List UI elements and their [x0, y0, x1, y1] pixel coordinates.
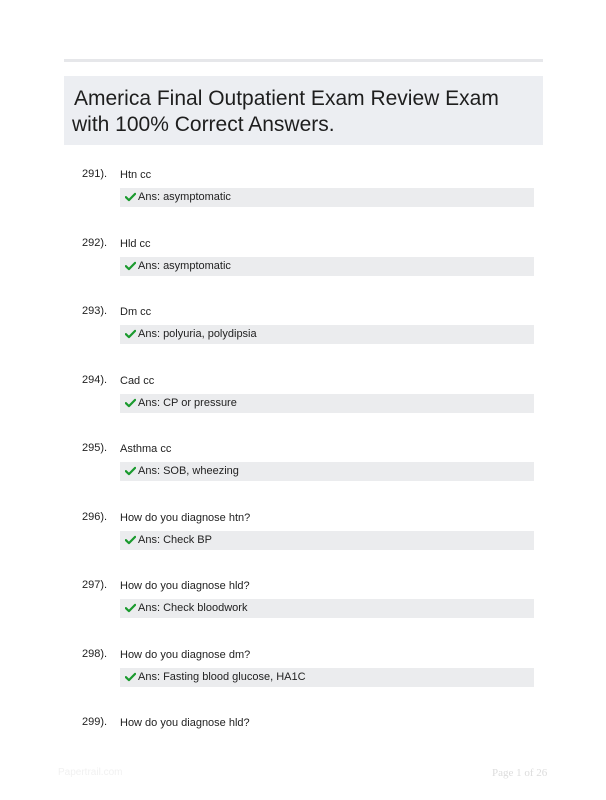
question-number: 299). [82, 716, 108, 728]
check-icon [125, 466, 136, 476]
question-number: 291). [82, 168, 108, 180]
question-text: How do you diagnose htn? [120, 511, 251, 524]
question-text: Asthma cc [120, 443, 172, 455]
document-title-block [64, 76, 543, 145]
question-text: Dm cc [120, 306, 152, 318]
check-icon [125, 329, 136, 339]
answer-box [120, 599, 534, 618]
answer-box [120, 394, 534, 413]
question-item [0, 374, 606, 443]
answer-box [120, 188, 534, 207]
question-item [0, 442, 606, 511]
answer-text: Ans: CP or pressure [138, 396, 237, 409]
question-number: 292). [82, 236, 108, 249]
question-item [0, 168, 606, 237]
document-title [72, 86, 535, 138]
answer-text: Ans: SOB, wheezing [138, 465, 239, 477]
answer-text: Ans: Fasting blood glucose, HA1C [138, 670, 306, 683]
answer-box [120, 531, 534, 550]
title-line-2: with 100% Correct Answers. [72, 113, 335, 136]
question-number: 297). [82, 579, 108, 591]
answer-text: Ans: Check bloodwork [138, 602, 248, 614]
question-number: 293). [82, 305, 108, 317]
question-item [0, 511, 606, 580]
question-text: Cad cc [120, 374, 155, 387]
question-number: 294). [82, 373, 108, 386]
question-text: How do you diagnose dm? [120, 648, 251, 661]
answer-box [120, 462, 534, 481]
check-icon [125, 603, 136, 613]
question-text: Hld cc [120, 237, 151, 250]
answer-box [120, 325, 534, 344]
check-icon [125, 261, 136, 271]
check-icon [125, 535, 136, 545]
answer-text: Ans: asymptomatic [138, 259, 231, 272]
check-icon [125, 398, 136, 408]
question-item [0, 305, 606, 374]
title-line-1: America Final Outpatient Exam Review Exam [74, 87, 499, 110]
answer-text: Ans: asymptomatic [138, 191, 231, 203]
answer-box [120, 668, 534, 687]
question-number: 295). [82, 442, 108, 454]
question-text: Htn cc [120, 169, 152, 181]
check-icon [125, 672, 136, 682]
question-number: 296). [82, 510, 108, 523]
question-text: How do you diagnose hld? [120, 717, 250, 729]
question-text: How do you diagnose hld? [120, 580, 250, 592]
footer-site: Papertrail.com [58, 767, 123, 778]
question-item [0, 237, 606, 306]
answer-text: Ans: polyuria, polydipsia [138, 328, 257, 340]
answer-text: Ans: Check BP [138, 533, 212, 546]
question-number: 298). [82, 647, 108, 660]
question-item [0, 579, 606, 648]
page-indicator: Page 1 of 26 [492, 767, 548, 779]
top-divider [64, 59, 543, 62]
check-icon [125, 192, 136, 202]
question-item [0, 648, 606, 717]
answer-box [120, 257, 534, 276]
